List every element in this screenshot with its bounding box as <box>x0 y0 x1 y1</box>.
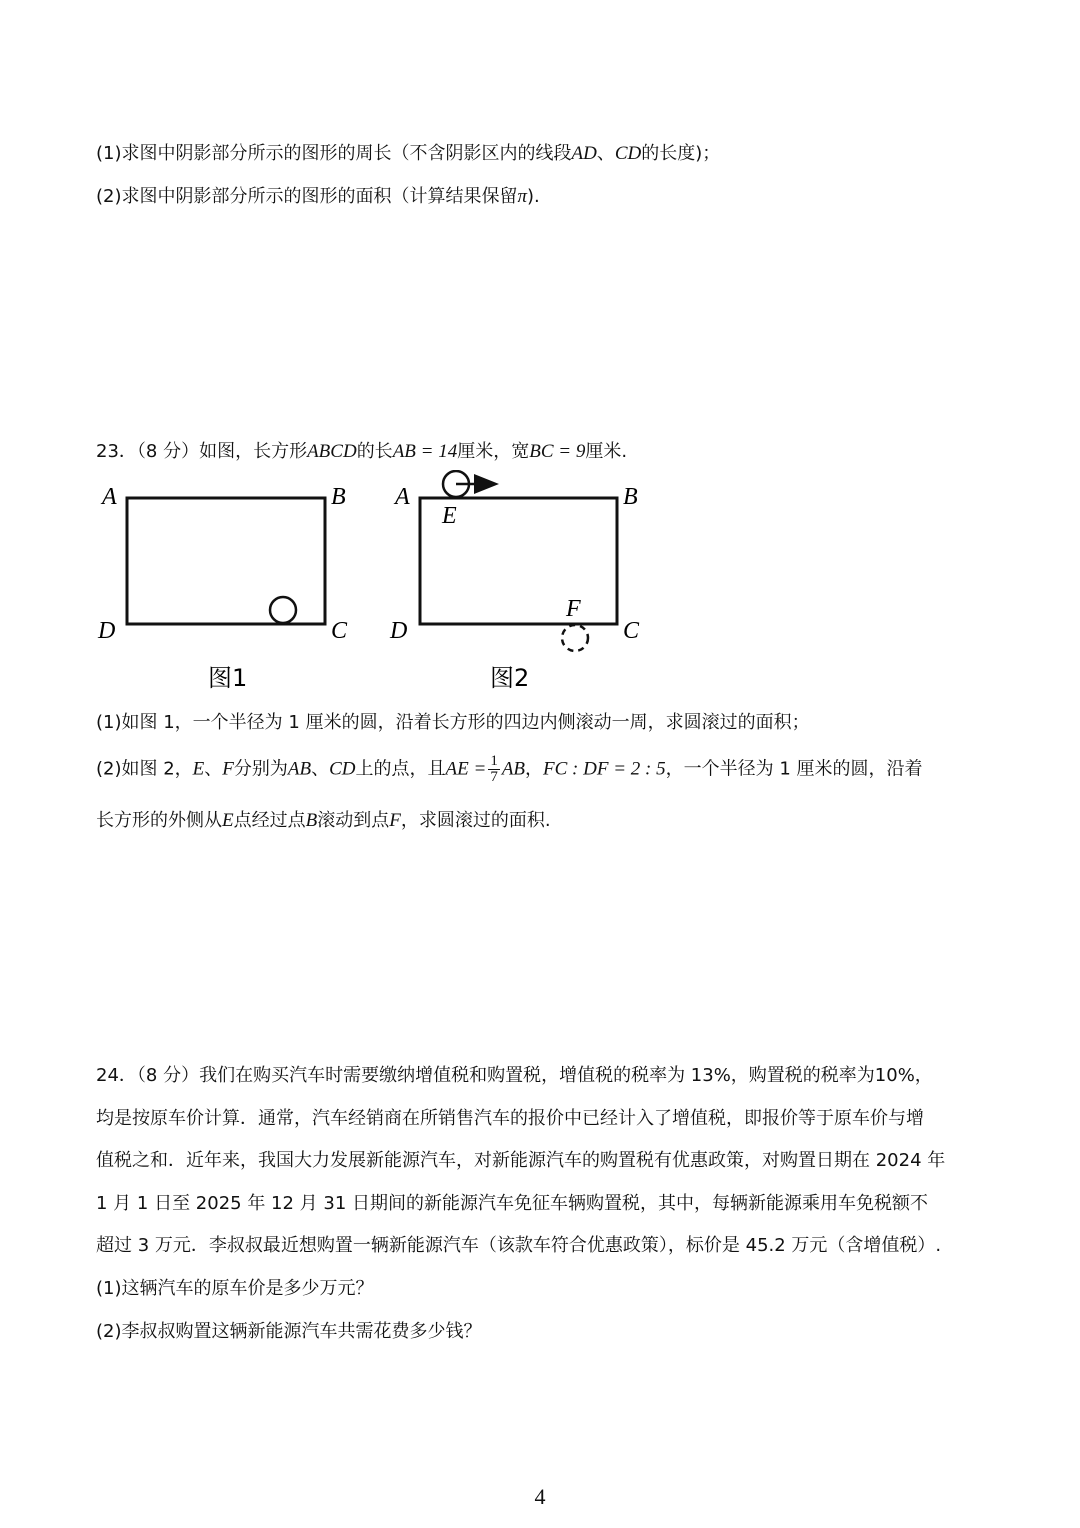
figure-1-label-b: B <box>331 484 346 510</box>
q23-side-cd: CD <box>329 758 356 780</box>
q23-line2-mid2: 滚动到点 <box>317 810 390 831</box>
figure-2-label-d: D <box>390 618 408 644</box>
q23-rect-name: ABCD <box>307 441 357 462</box>
q22-part2-lead: (2)求图中阴影部分所示的图形的面积（计算结果保留 <box>96 186 518 207</box>
q23-line2-tail: ，求圆滚过的面积. <box>400 810 551 831</box>
figure-1-label-d: D <box>98 618 116 644</box>
q23-stem-mid1: 的长 <box>356 441 393 462</box>
q23-figures <box>0 470 1080 730</box>
q24-line-5: 超过 3 万元．李叔叔最近想购置一辆新能源汽车（该款车符合优惠政策），标价是 45.2 万元（含增值税）. <box>96 1235 942 1256</box>
q23-part2-line2 <box>96 806 551 832</box>
q23-part2-lead: (2)如图 2， <box>96 758 193 780</box>
figure-1-rolling-circle <box>270 597 296 623</box>
q23-line2-point-e: E <box>222 810 234 831</box>
q24-line-1: 24．（8 分）我们在购买汽车时需要缴纳增值税和购置税，增值税的税率为 13%，购置税的税率为10%， <box>96 1065 933 1086</box>
q23-fraction <box>488 754 500 785</box>
q23-line2-mid1: 点经过点 <box>233 810 306 831</box>
page-number: 4 <box>534 1484 546 1509</box>
q23-part1: (1)如图 1，一个半径为 1 厘米的圆，沿着长方形的四边内侧滚动一周，求圆滚过的面积； <box>96 712 810 733</box>
q22-part2 <box>96 182 540 208</box>
q24-line-3: 值税之和．近年来，我国大力发展新能源汽车，对新能源汽车的购置税有优惠政策，对购置日期在 2024 年 <box>96 1150 946 1171</box>
q23-ratio: FC : DF = 2 : 5 <box>543 758 666 780</box>
q22-part1-tail: 的长度)； <box>641 143 721 164</box>
figure-1-caption: 图1 <box>208 664 248 692</box>
q23-part2-line1 <box>96 754 923 785</box>
figure-2-caption: 图2 <box>490 664 530 692</box>
figure-2-label-e: E <box>442 503 457 529</box>
q22-sep: 、 <box>596 143 615 164</box>
q23-stem <box>96 437 627 463</box>
q22-segment-cd: CD <box>614 143 642 164</box>
q22-part1 <box>96 139 720 165</box>
q22-part1-lead: (1)求图中阴影部分所示的图形的周长（不含阴影区内的线段 <box>96 143 572 164</box>
figure-2-label-a: A <box>395 484 410 510</box>
figure-1-label-a: A <box>102 484 117 510</box>
q23-comma: ， <box>525 758 544 780</box>
q23-point-e: E <box>192 758 205 780</box>
figure-2-circle-at-f <box>562 625 588 651</box>
q23-bc-length: BC = 9 <box>529 441 586 462</box>
q23-line2-point-b: B <box>305 810 318 831</box>
q23-side-ab: AB <box>287 758 312 780</box>
q22-part2-tail: ). <box>527 186 540 207</box>
figure-2-label-f: F <box>566 596 581 622</box>
figure-2 <box>389 471 640 692</box>
q22-segment-ad: AD <box>571 143 597 164</box>
q23-point-f: F <box>222 758 234 780</box>
q23-sep1: 、 <box>204 758 223 780</box>
figure-1-label-c: C <box>331 618 348 644</box>
figure-1 <box>97 484 348 692</box>
q23-part2-mid1: 分别为 <box>233 758 288 780</box>
q23-part2-line2-lead: 长方形的外侧从 <box>96 810 222 831</box>
q22-pi: π <box>517 186 528 207</box>
q23-part2-mid2: 上的点，且 <box>355 758 446 780</box>
figure-2-label-b: B <box>623 484 638 510</box>
q24-part2: (2)李叔叔购置这辆新能源汽车共需花费多少钱？ <box>96 1321 482 1342</box>
q23-stem-tail: 厘米. <box>585 441 628 462</box>
figure-2-label-c: C <box>623 618 640 644</box>
q23-line2-point-f: F <box>389 810 401 831</box>
q24-line-2: 均是按原车价计算．通常，汽车经销商在所销售汽车的报价中已经计入了增值税，即报价等于原车价与增 <box>96 1108 924 1129</box>
q24-line-4: 1 月 1 日至 2025 年 12 月 31 日期间的新能源汽车免征车辆购置税，其中，每辆新能源乘用车免税额不 <box>96 1193 929 1214</box>
q23-part2-tail: ，一个半径为 1 厘米的圆，沿着 <box>665 758 923 780</box>
q23-ae-eq: AE = <box>445 758 487 780</box>
q23-fraction-numerator: 1 <box>490 753 498 769</box>
q23-ab-length: AB = 14 <box>392 441 458 462</box>
q23-number: 23．（8 分）如图，长方形 <box>96 441 308 462</box>
q23-side-ab-2: AB <box>501 758 526 780</box>
q23-fraction-denominator: 7 <box>490 769 498 785</box>
q23-sep2: 、 <box>311 758 330 780</box>
q24-part1: (1)这辆汽车的原车价是多少万元？ <box>96 1278 374 1299</box>
q23-stem-mid2: 厘米，宽 <box>457 441 530 462</box>
